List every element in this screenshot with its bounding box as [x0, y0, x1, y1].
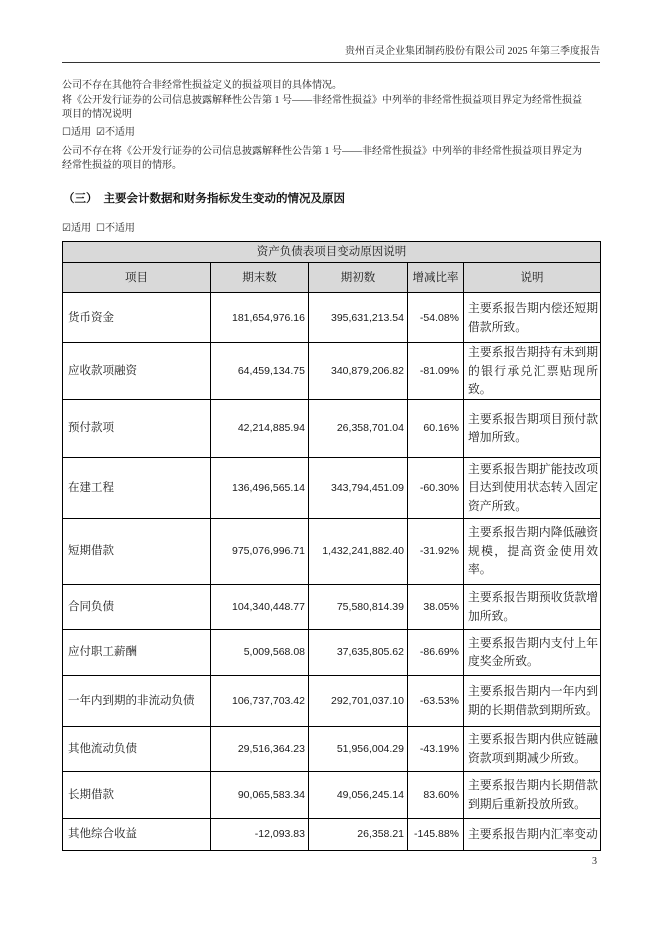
column-header-change-ratio: 增减比率 — [408, 263, 464, 293]
table-cell-explanation: 主要系报告期内降低融资规模，提高资金使用效率。 — [464, 518, 601, 584]
section-heading — [63, 190, 345, 206]
table-cell-item: 应付职工薪酬 — [63, 629, 211, 675]
column-header-end-balance: 期末数 — [211, 263, 309, 293]
reclassification-note-line-2: 经常性损益的项目的情形。 — [62, 160, 182, 171]
note-other-nonrecurring-items: 公司不存在其他符合非经常性损益定义的损益项目的具体情况。 — [62, 80, 342, 91]
table-row — [63, 457, 601, 518]
table-cell-end-balance: 181,654,976.16 — [211, 293, 309, 343]
table-row — [63, 726, 601, 771]
balance-sheet-change-table — [62, 241, 601, 851]
report-header-title: 贵州百灵企业集团制药股份有限公司 2025 年第三季度报告 — [345, 46, 600, 57]
table-cell-end-balance: -12,093.83 — [211, 818, 309, 850]
applicable-checkbox-icon: ☐ — [62, 127, 71, 138]
section-number: （三） — [63, 191, 98, 205]
applicable-checkbox-icon: ☑ — [62, 223, 71, 234]
table-cell-item: 应收款项融资 — [63, 343, 211, 400]
table-row — [63, 675, 601, 726]
table-row — [63, 399, 601, 457]
applicability-options — [62, 126, 135, 140]
section-title: 主要会计数据和财务指标发生变动的情况及原因 — [103, 191, 345, 205]
table-cell-item: 预付款项 — [63, 399, 211, 457]
table-cell-begin-balance: 292,701,037.10 — [309, 675, 408, 726]
table-cell-explanation: 主要系报告期持有未到期的银行承兑汇票贴现所致。 — [464, 343, 601, 400]
table-cell-item: 其他综合收益 — [63, 818, 211, 850]
table-row — [63, 771, 601, 818]
table-cell-begin-balance: 75,580,814.39 — [309, 584, 408, 629]
table-cell-explanation: 主要系报告期项目预付款增加所致。 — [464, 399, 601, 457]
page-number: 3 — [592, 856, 597, 867]
table-cell-end-balance: 64,459,134.75 — [211, 343, 309, 400]
table-cell-begin-balance: 26,358.21 — [309, 818, 408, 850]
table-cell-end-balance: 42,214,885.94 — [211, 399, 309, 457]
table-cell-begin-balance: 26,358,701.04 — [309, 399, 408, 457]
table-cell-begin-balance: 51,956,004.29 — [309, 726, 408, 771]
table-cell-explanation: 主要系报告期预收货款增加所致。 — [464, 584, 601, 629]
table-cell-explanation: 主要系报告期内偿还短期借款所致。 — [464, 293, 601, 343]
table-cell-begin-balance: 1,432,241,882.40 — [309, 518, 408, 584]
table-cell-change-ratio: -63.53% — [408, 675, 464, 726]
table-cell-change-ratio: -145.88% — [408, 818, 464, 850]
table-cell-item: 在建工程 — [63, 457, 211, 518]
column-header-explanation: 说明 — [464, 263, 601, 293]
applicable-label: 适用 — [70, 223, 91, 234]
table-cell-end-balance: 106,737,703.42 — [211, 675, 309, 726]
table-cell-explanation: 主要系报告期内长期借款到期后重新投放所致。 — [464, 771, 601, 818]
table-cell-end-balance: 90,065,583.34 — [211, 771, 309, 818]
table-cell-change-ratio: -60.30% — [408, 457, 464, 518]
column-header-item: 项目 — [63, 263, 211, 293]
table-cell-begin-balance: 340,879,206.82 — [309, 343, 408, 400]
reclassification-heading-line-1: 将《公开发行证券的公司信息披露解释性公告第 1 号——非经常性损益》中列举的非经常性损益项目界定为经常性损益 — [62, 95, 582, 106]
table-cell-end-balance: 104,340,448.77 — [211, 584, 309, 629]
table-cell-change-ratio: 60.16% — [408, 399, 464, 457]
table-cell-item: 其他流动负债 — [63, 726, 211, 771]
section-applicability-options — [62, 222, 135, 236]
table-cell-item: 货币资金 — [63, 293, 211, 343]
table-row — [63, 518, 601, 584]
table-row — [63, 584, 601, 629]
table-row — [63, 629, 601, 675]
table-cell-item: 合同负债 — [63, 584, 211, 629]
not-applicable-checkbox-icon: ☐ — [95, 223, 105, 234]
reclassification-note-line-1: 公司不存在将《公开发行证券的公司信息披露解释性公告第 1 号——非经常性损益》中列举的非经常性损益项目界定为 — [62, 146, 582, 157]
table-cell-explanation: 主要系报告期内一年内到期的长期借款到期所致。 — [464, 675, 601, 726]
table-cell-explanation: 主要系报告期内汇率变动 — [464, 818, 601, 850]
table-cell-begin-balance: 343,794,451.09 — [309, 457, 408, 518]
not-applicable-label: 不适用 — [104, 223, 135, 234]
table-row — [63, 818, 601, 850]
table-cell-change-ratio: -81.09% — [408, 343, 464, 400]
table-cell-begin-balance: 49,056,245.14 — [309, 771, 408, 818]
table-cell-begin-balance: 395,631,213.54 — [309, 293, 408, 343]
table-cell-end-balance: 29,516,364.23 — [211, 726, 309, 771]
table-row — [63, 293, 601, 343]
not-applicable-checkbox-icon: ☑ — [95, 127, 105, 138]
header-divider — [62, 62, 600, 63]
table-cell-begin-balance: 37,635,805.62 — [309, 629, 408, 675]
table-cell-explanation: 主要系报告期内支付上年度奖金所致。 — [464, 629, 601, 675]
table-cell-end-balance: 136,496,565.14 — [211, 457, 309, 518]
table-cell-item: 长期借款 — [63, 771, 211, 818]
table-cell-change-ratio: -43.19% — [408, 726, 464, 771]
reclassification-heading-line-2: 项目的情况说明 — [62, 109, 132, 120]
table-cell-explanation: 主要系报告期内供应链融资款项到期减少所致。 — [464, 726, 601, 771]
table-caption-row — [63, 242, 601, 263]
applicable-label: 适用 — [70, 127, 91, 138]
column-header-begin-balance: 期初数 — [309, 263, 408, 293]
table-body — [63, 293, 601, 851]
table-cell-change-ratio: -86.69% — [408, 629, 464, 675]
table-caption: 资产负债表项目变动原因说明 — [63, 242, 601, 263]
table-cell-change-ratio: 83.60% — [408, 771, 464, 818]
table-cell-explanation: 主要系报告期扩能技改项目达到使用状态转入固定资产所致。 — [464, 457, 601, 518]
table-cell-change-ratio: -31.92% — [408, 518, 464, 584]
table-cell-end-balance: 5,009,568.08 — [211, 629, 309, 675]
table-row — [63, 343, 601, 400]
table-cell-item: 短期借款 — [63, 518, 211, 584]
table-cell-end-balance: 975,076,996.71 — [211, 518, 309, 584]
table-header-row — [63, 263, 601, 293]
not-applicable-label: 不适用 — [104, 127, 135, 138]
table-cell-item: 一年内到期的非流动负债 — [63, 675, 211, 726]
table-cell-change-ratio: -54.08% — [408, 293, 464, 343]
table-cell-change-ratio: 38.05% — [408, 584, 464, 629]
